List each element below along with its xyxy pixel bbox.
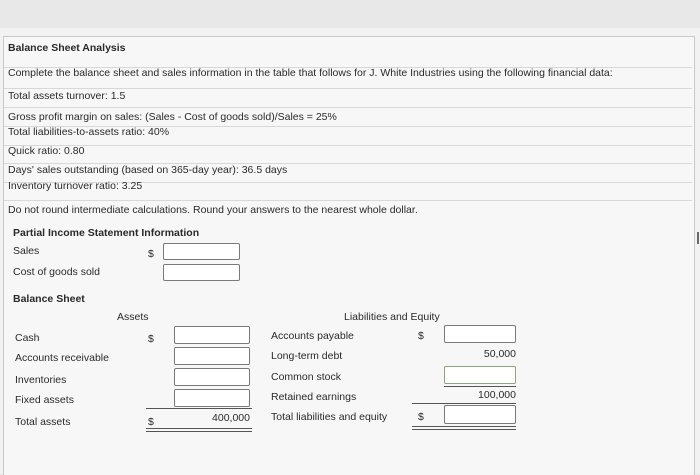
ltd-value: 50,000	[483, 348, 516, 360]
ar-label: Accounts receivable	[15, 352, 109, 364]
sales-input[interactable]	[163, 243, 240, 260]
data-item: Inventory turnover ratio: 3.25	[8, 180, 143, 192]
fixed-assets-label: Fixed assets	[15, 394, 74, 406]
retained-earnings-label: Retained earnings	[271, 391, 357, 403]
rounding-note: Do not round intermediate calculations. Round your answers to the nearest whole dollar.	[8, 204, 418, 216]
retained-earnings-value: 100,000	[478, 389, 516, 401]
divider	[4, 181, 692, 201]
divider	[4, 107, 692, 127]
subtotal-rule	[444, 386, 516, 387]
total-liabilities-label: Total liabilities and equity	[271, 411, 388, 423]
subtotal-rule	[412, 403, 516, 404]
total-assets-value: 400,000	[212, 412, 250, 424]
ap-input[interactable]	[444, 325, 516, 343]
fixed-assets-input[interactable]	[174, 389, 250, 407]
cogs-label: Cost of goods sold	[13, 266, 100, 278]
data-item: Gross profit margin on sales: (Sales - Cost of goods sold)/Sales = 25%	[8, 111, 337, 123]
cash-input[interactable]	[174, 326, 250, 344]
currency-symbol: $	[418, 330, 424, 342]
assets-header: Assets	[117, 311, 149, 323]
data-item: Total liabilities-to-assets ratio: 40%	[8, 126, 170, 138]
sales-label: Sales	[13, 245, 40, 257]
currency-symbol: $	[148, 248, 154, 260]
income-title: Partial Income Statement Information	[13, 227, 200, 239]
total-liabilities-input[interactable]	[444, 405, 516, 424]
total-double-rule	[412, 426, 516, 430]
data-item: Days' sales outstanding (based on 365-day year): 36.5 days	[8, 164, 288, 176]
subtotal-rule	[146, 408, 252, 409]
instructions-text: Complete the balance sheet and sales information in the table that follows for J. White Industries using the following financial data:	[8, 67, 613, 79]
common-stock-label: Common stock	[271, 371, 342, 383]
currency-symbol: $	[148, 333, 154, 345]
inventories-label: Inventories	[15, 374, 67, 386]
balance-title: Balance Sheet	[13, 293, 85, 305]
scroll-marker	[697, 232, 699, 244]
liabilities-header: Liabilities and Equity	[344, 311, 440, 323]
ltd-label: Long-term debt	[271, 350, 343, 362]
currency-symbol: $	[418, 411, 424, 423]
divider	[4, 69, 692, 89]
ar-input[interactable]	[174, 347, 250, 365]
total-double-rule	[146, 428, 252, 432]
page-title: Balance Sheet Analysis	[8, 42, 126, 54]
ap-label: Accounts payable	[271, 330, 354, 342]
total-assets-label: Total assets	[15, 416, 71, 428]
data-item: Quick ratio: 0.80	[8, 145, 85, 157]
currency-symbol: $	[148, 416, 154, 428]
divider	[4, 48, 692, 68]
cash-label: Cash	[15, 332, 40, 344]
inventories-input[interactable]	[174, 368, 250, 386]
cogs-input[interactable]	[163, 264, 240, 281]
common-stock-input[interactable]	[444, 366, 516, 384]
divider	[4, 126, 692, 146]
divider	[4, 88, 692, 108]
data-item: Total assets turnover: 1.5	[8, 90, 126, 102]
divider	[4, 144, 692, 164]
